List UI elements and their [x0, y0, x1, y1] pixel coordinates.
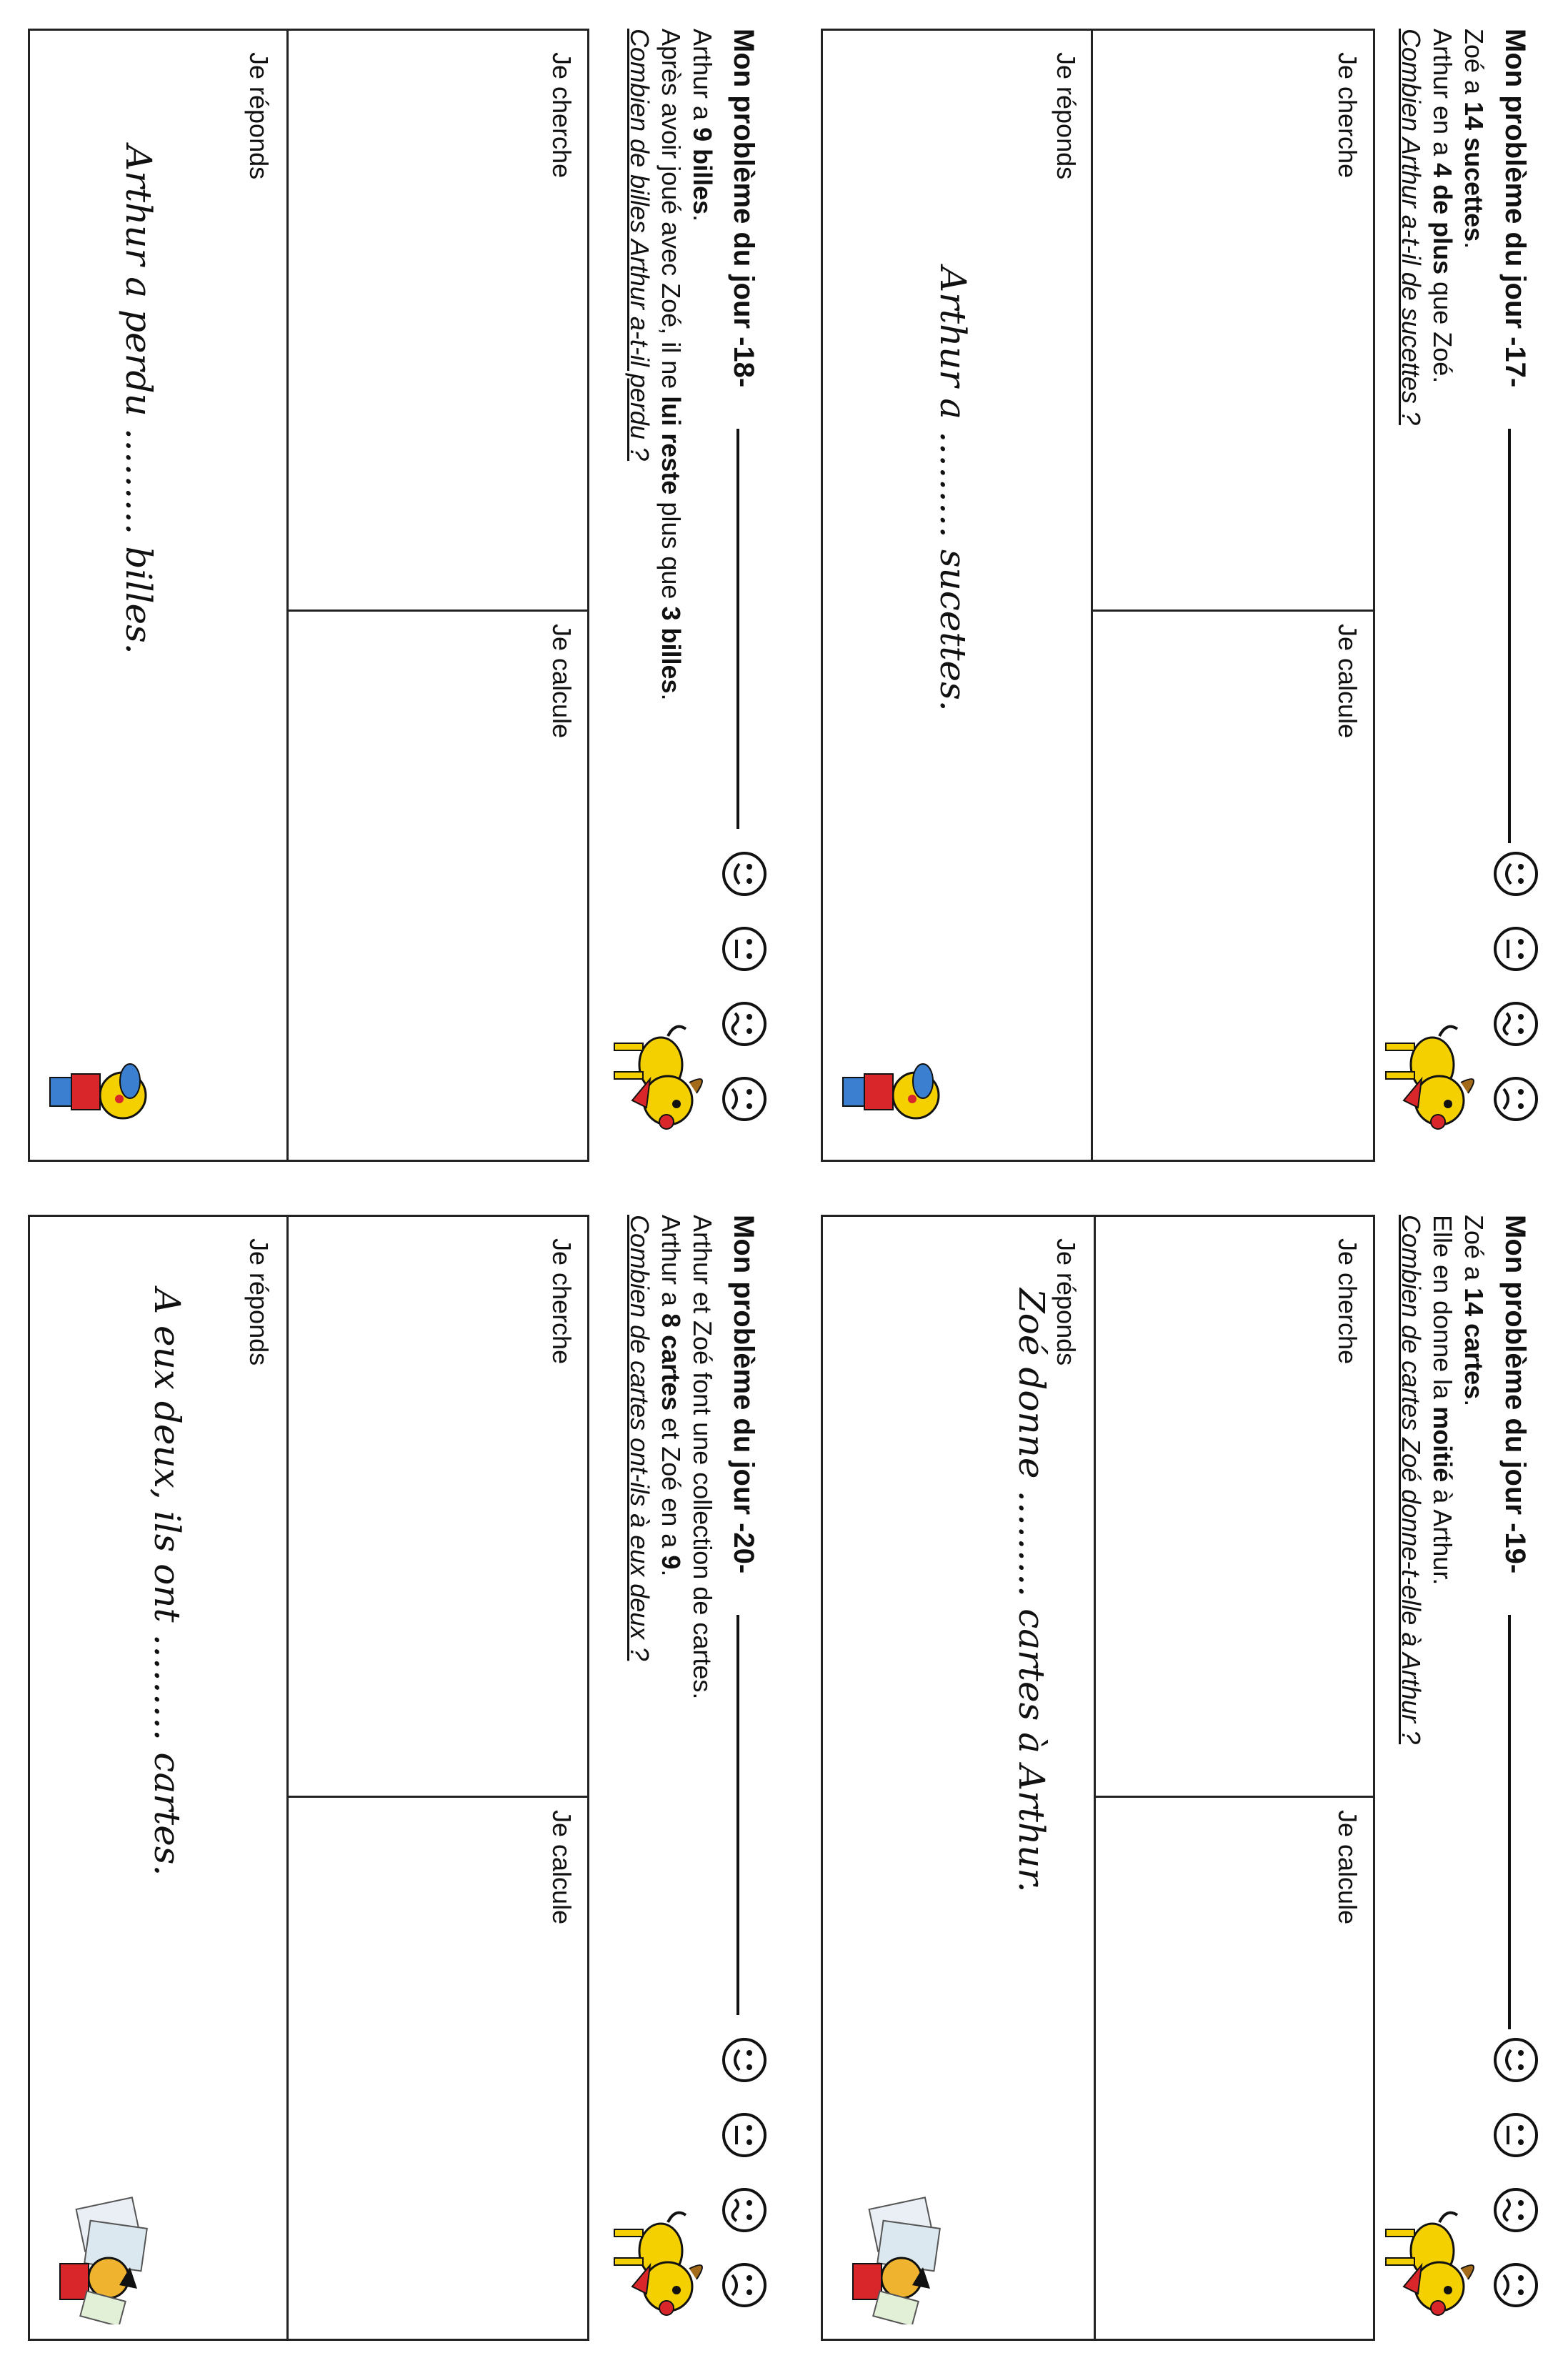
- grid-divider: [1091, 610, 1373, 612]
- title-rule: [1508, 1615, 1511, 2029]
- statement-line: Zoé a 14 cartes.: [1459, 1215, 1489, 1407]
- card-title: Mon problème du jour -18-: [728, 29, 759, 388]
- answer-line[interactable]: Arthur a ……… sucettes.: [932, 267, 974, 712]
- problem-card-19: [825, 1215, 1539, 2337]
- boy-mascot-icon: [837, 1045, 952, 1131]
- neutral-face-icon[interactable]: [721, 2111, 768, 2159]
- je-reponds-label: Je réponds: [1052, 1238, 1081, 1366]
- statement-line: Arthur a 8 cartes et Zoé en a 9.: [656, 1215, 686, 1577]
- worried-face-icon[interactable]: [721, 2187, 768, 2234]
- answer-grid: [28, 29, 589, 1162]
- card-title: Mon problème du jour -20-: [728, 1215, 759, 1574]
- answer-line[interactable]: A eux deux, ils ont ……… cartes.: [146, 1288, 188, 1876]
- dog-mascot-icon: [604, 2201, 718, 2329]
- answer-line[interactable]: Arthur a perdu ……… billes.: [118, 145, 159, 655]
- je-cherche-label: Je cherche: [1333, 52, 1362, 179]
- grid-divider: [286, 31, 289, 1160]
- je-calcule-label: Je calcule: [1333, 624, 1362, 739]
- statement-line: Arthur et Zoé font une collection de cartes.: [688, 1215, 717, 1700]
- answer-line[interactable]: Zoé donne ……… cartes à Arthur.: [1011, 1288, 1052, 1893]
- card-title: Mon problème du jour -17-: [1499, 29, 1531, 388]
- problem-card-20: [25, 1215, 768, 2337]
- answer-grid: [28, 1215, 589, 2341]
- problem-statement: [1395, 1215, 1489, 2301]
- dog-mascot-icon: [1375, 1015, 1489, 1143]
- statement-line: Zoé a 14 sucettes.: [1459, 29, 1489, 249]
- grid-divider: [1094, 1796, 1373, 1798]
- happy-face-icon[interactable]: [1492, 850, 1539, 897]
- statement-line: Après avoir joué avec Zoé, il ne lui reste plus que 3 billes.: [656, 29, 686, 701]
- answer-grid: [821, 1215, 1375, 2341]
- boy-mascot-icon: [44, 1045, 159, 1131]
- worried-face-icon[interactable]: [1492, 1000, 1539, 1048]
- sad-face-icon[interactable]: [721, 1075, 768, 1123]
- problem-statement: [624, 29, 718, 1115]
- je-cherche-label: Je cherche: [547, 52, 576, 179]
- je-reponds-label: Je réponds: [244, 52, 274, 180]
- mood-rating: [1492, 850, 1539, 1150]
- neutral-face-icon[interactable]: [1492, 2111, 1539, 2159]
- mood-rating: [721, 2036, 768, 2337]
- card-header: [722, 29, 768, 1150]
- worried-face-icon[interactable]: [721, 1000, 768, 1048]
- problem-card-17: [825, 29, 1539, 1158]
- grid-divider: [1091, 31, 1093, 1160]
- cards-icon: [51, 2196, 151, 2324]
- problem-statement: [1395, 29, 1489, 1115]
- sad-face-icon[interactable]: [721, 2262, 768, 2309]
- mood-rating: [1492, 2036, 1539, 2337]
- dog-mascot-icon: [1375, 2201, 1489, 2329]
- je-cherche-label: Je cherche: [1333, 1238, 1362, 1365]
- problem-question: Combien de billes Arthur a-t-il perdu ?: [625, 29, 654, 461]
- neutral-face-icon[interactable]: [1492, 925, 1539, 972]
- statement-line: Arthur a 9 billes.: [688, 29, 717, 222]
- grid-divider: [1094, 1217, 1096, 2339]
- je-calcule-label: Je calcule: [1333, 1810, 1362, 1925]
- problem-question: Combien de cartes ont-ils à eux deux ?: [625, 1215, 654, 1661]
- cards-icon: [844, 2196, 944, 2324]
- problem-card-18: [25, 29, 768, 1158]
- title-rule: [736, 1615, 739, 2015]
- problem-statement: [624, 1215, 718, 2301]
- happy-face-icon[interactable]: [1492, 2036, 1539, 2084]
- title-rule: [736, 429, 739, 829]
- title-rule: [1508, 429, 1511, 843]
- je-reponds-label: Je réponds: [1052, 52, 1081, 180]
- je-cherche-label: Je cherche: [547, 1238, 576, 1365]
- problem-question: Combien de cartes Zoé donne-t-elle à Arthur ?: [1397, 1215, 1426, 1745]
- happy-face-icon[interactable]: [721, 2036, 768, 2084]
- neutral-face-icon[interactable]: [721, 925, 768, 972]
- je-reponds-label: Je réponds: [244, 1238, 274, 1366]
- happy-face-icon[interactable]: [721, 850, 768, 897]
- card-header: [722, 1215, 768, 2337]
- card-header: [1494, 1215, 1539, 2337]
- mood-rating: [721, 850, 768, 1150]
- answer-grid: [821, 29, 1375, 1162]
- grid-divider: [287, 610, 587, 612]
- sad-face-icon[interactable]: [1492, 1075, 1539, 1123]
- card-title: Mon problème du jour -19-: [1499, 1215, 1531, 1574]
- card-header: [1494, 29, 1539, 1150]
- worried-face-icon[interactable]: [1492, 2187, 1539, 2234]
- grid-divider: [287, 1796, 587, 1798]
- sad-face-icon[interactable]: [1492, 2262, 1539, 2309]
- problem-question: Combien Arthur a-t-il de sucettes ?: [1397, 29, 1426, 425]
- je-calcule-label: Je calcule: [547, 1810, 576, 1925]
- statement-line: Elle en donne la moitié à Arthur.: [1428, 1215, 1457, 1586]
- je-calcule-label: Je calcule: [547, 624, 576, 739]
- dog-mascot-icon: [604, 1015, 718, 1143]
- grid-divider: [286, 1217, 289, 2339]
- statement-line: Arthur en a 4 de plus que Zoé.: [1428, 29, 1457, 384]
